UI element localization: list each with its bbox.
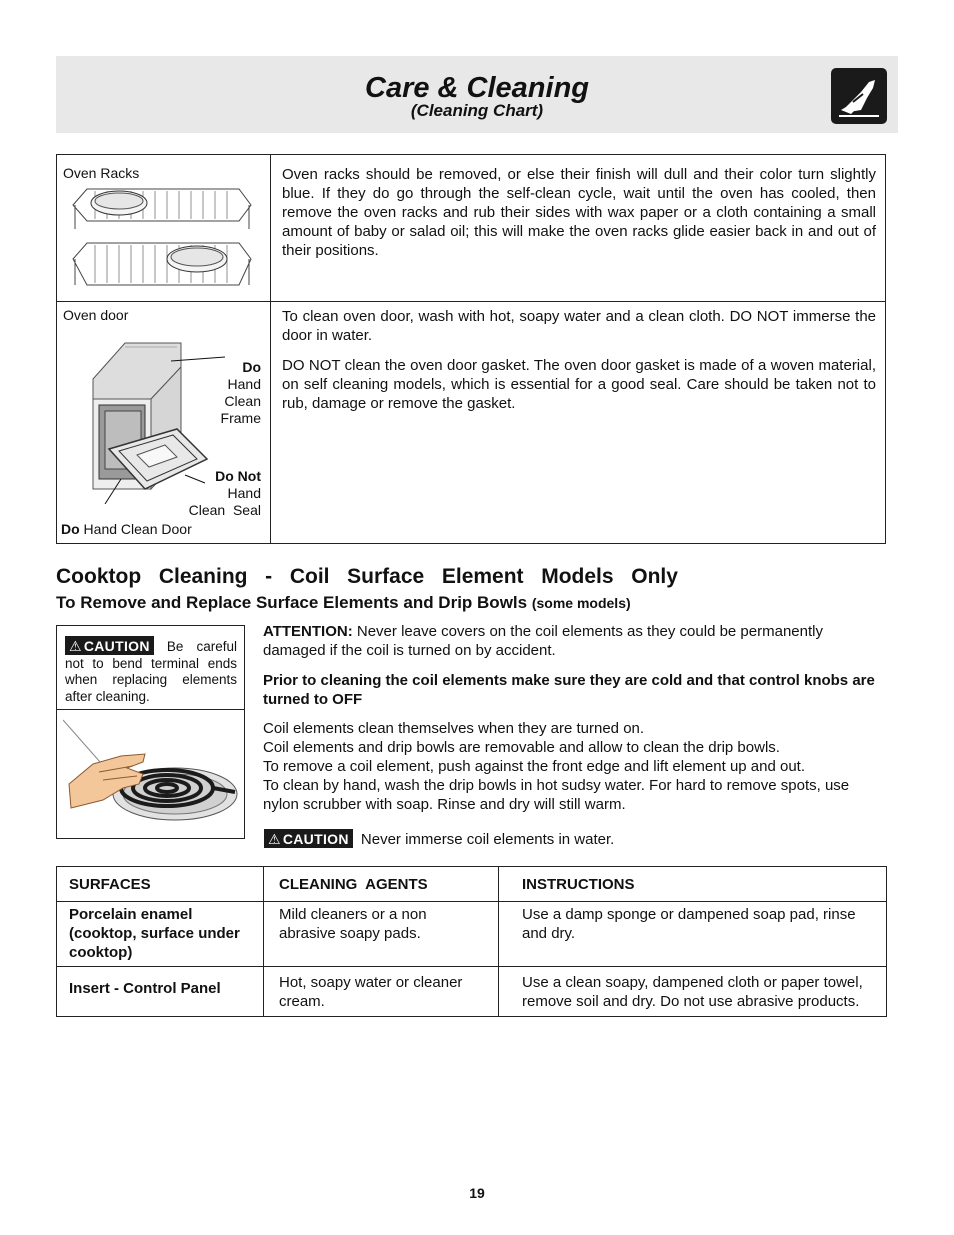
callout-do-not-hand-clean-seal: Do Not Hand Clean Seal (188, 468, 261, 518)
surfaces-table (56, 866, 887, 1017)
page-header (56, 56, 898, 133)
coil-line-3: To remove a coil element, push against the front edge and lift element up and out. (263, 758, 806, 775)
table-cell: Use a damp sponge or dampened soap pad, rinse and dry. (522, 906, 856, 942)
column-header: SURFACES (69, 876, 151, 893)
table-cell: Porcelain enamel (cooktop, surface under cooktop) (69, 906, 240, 961)
table-cell: Mild cleaners or a non abrasive soapy pads. (279, 906, 427, 942)
column-header: CLEANING AGENTS (279, 876, 428, 893)
oven-door-description: To clean oven door, wash with hot, soapy water and a clean cloth. DO NOT immerse the door in water. (282, 308, 876, 344)
caution-badge: ⚠ CAUTION (264, 829, 353, 848)
prior-to-cleaning-paragraph: Prior to cleaning the coil elements make sure they are cold and that control knobs are turned to OFF (263, 672, 875, 708)
oven-racks-description: Oven racks should be removed, or else their finish will dull and their color turn slightly blue. If they do go through the self-clean cycle, wait until the oven has cooled, then remove the oven racks and rub their sides with wax paper or a cloth containing a small amount of baby or salad oil; this will make the oven racks glide easier back in and out of their positions. (282, 166, 876, 259)
warning-triangle-icon: ⚠ (268, 831, 281, 847)
coil-line-4: To clean by hand, wash the drip bowls in hot sudsy water. For hard to remove spots, use nylon scrubber with soap. Rinse and dry will still warm. (263, 777, 850, 813)
chart-divider (270, 155, 271, 543)
page-subtitle: (Cleaning Chart) (410, 101, 544, 120)
cooktop-section-subtitle: To Remove and Replace Surface Elements and Drip Bowls (some models) (56, 593, 631, 612)
cooktop-section-title: Cooktop Cleaning - Coil Surface Element Models Only (56, 565, 678, 588)
callout-do-hand-clean-frame: Do Hand Clean Frame (220, 359, 261, 426)
hand-cleaning-icon (831, 68, 887, 124)
cleaning-chart (56, 154, 886, 544)
coil-element-illustration (63, 714, 239, 832)
oven-racks-label: Oven Racks (63, 165, 140, 181)
oven-door-label: Oven door (63, 307, 129, 323)
page-number: 19 (469, 1185, 485, 1201)
caution-badge: ⚠ CAUTION (65, 636, 154, 655)
coil-line-1: Coil elements clean themselves when they are turned on. (263, 720, 645, 737)
oven-door-gasket-description: DO NOT clean the oven door gasket. The oven door gasket is made of a woven material, on self cleaning models, which is essential for a good seal. Care should be taken not to rub, damage or remove the gasket. (282, 357, 876, 412)
table-divider (57, 901, 886, 902)
column-header: INSTRUCTIONS (522, 876, 635, 893)
oven-racks-illustration (67, 185, 257, 291)
table-divider (498, 867, 499, 1016)
table-divider (57, 966, 886, 967)
table-cell: Use a clean soapy, dampened cloth or paper towel, remove soil and dry. Do not use abrasive products. (522, 974, 863, 1010)
chart-divider (57, 301, 885, 302)
table-cell: Insert - Control Panel (69, 980, 221, 997)
table-cell: Hot, soapy water or cleaner cream. (279, 974, 463, 1010)
caution-note: ⚠ CAUTION Be careful not to bend terminal ends when replacing elements after cleaning. (65, 638, 237, 704)
caution-immerse-note: ⚠ CAUTION Never immerse coil elements in water. (264, 829, 614, 848)
page-title: Care & Cleaning (365, 72, 589, 104)
warning-triangle-icon: ⚠ (69, 638, 82, 654)
callout-do-hand-clean-door: Do Hand Clean Door (61, 521, 192, 537)
coil-line-2: Coil elements and drip bowls are removable and allow to clean the drip bowls. (263, 739, 780, 756)
table-divider (263, 867, 264, 1016)
caution-divider (57, 709, 244, 710)
attention-paragraph: ATTENTION: Never leave covers on the coil elements as they could be permanently damaged if the coil is turned on by accident. (263, 623, 823, 659)
caution-box (56, 625, 245, 839)
